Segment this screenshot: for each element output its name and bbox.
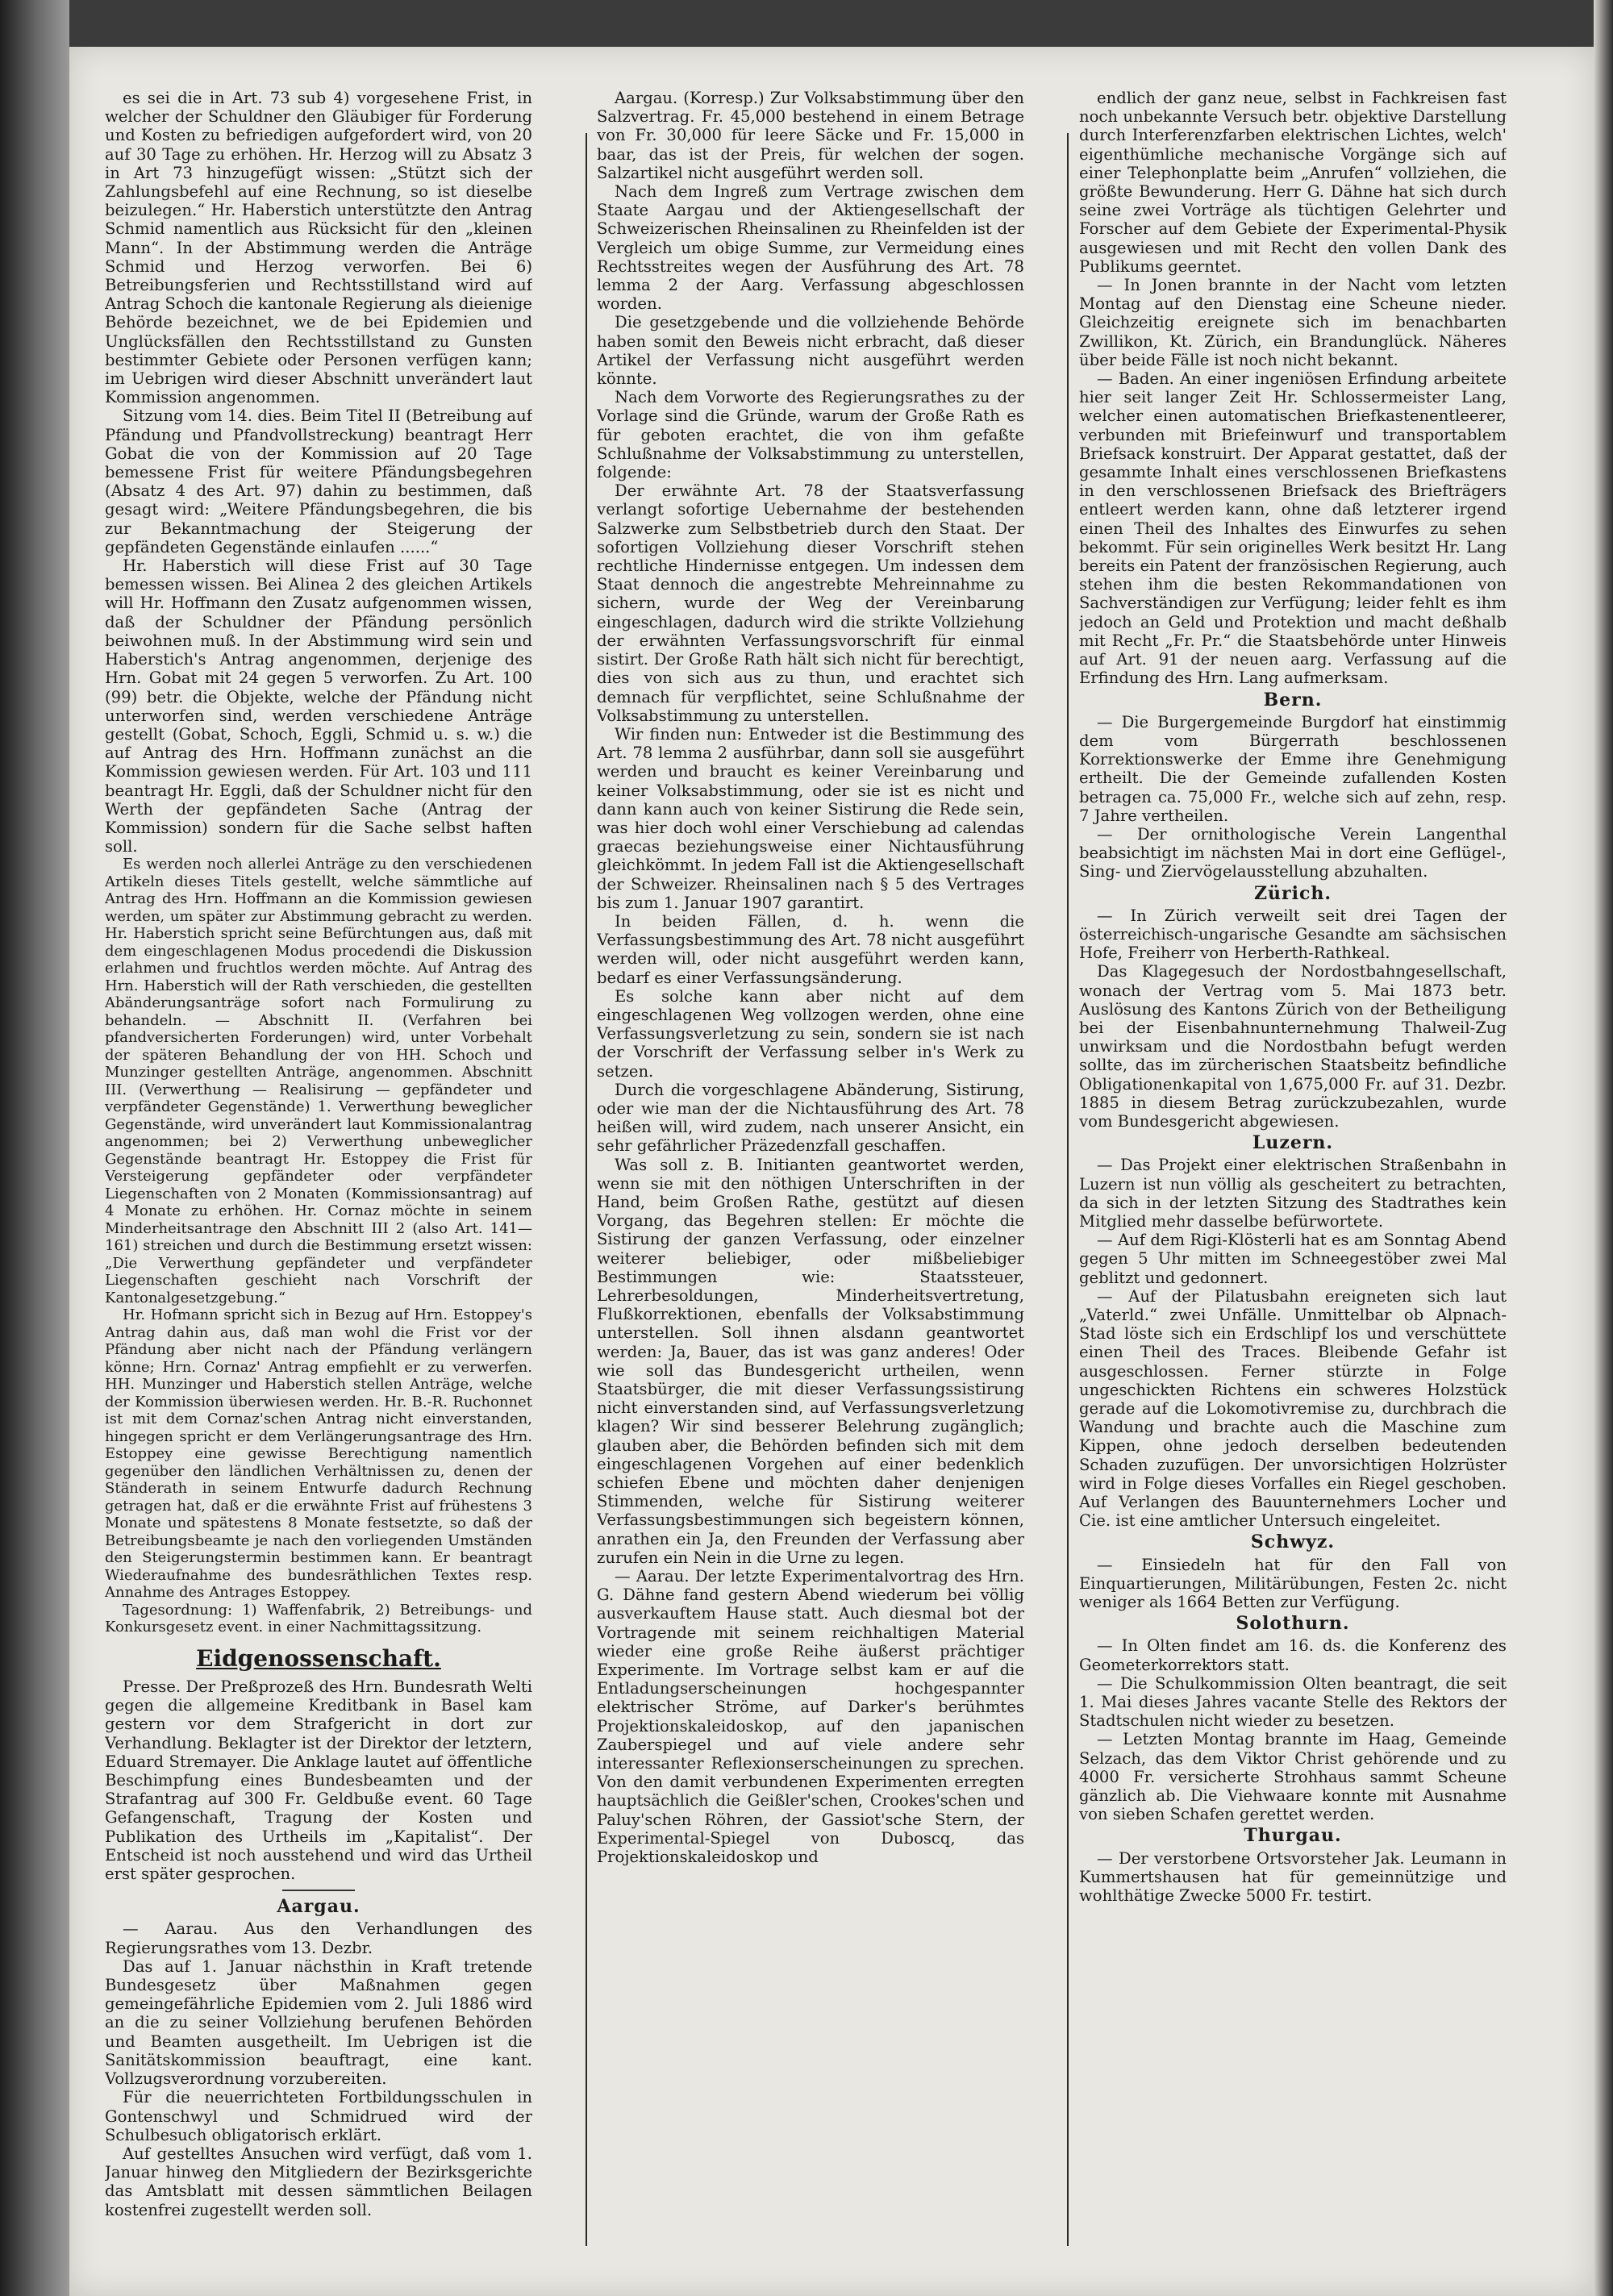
column-rule-1 (586, 133, 587, 2246)
article-paragraph: — Das Projekt einer elektrischen Straßenbahn in Luzern ist nun völlig als gescheitert zu betrachten, da sich in der letzten Sitzung des Stadtrathes kein Mitglied mehr dasselbe befürwortete. (1079, 1156, 1507, 1231)
section-heading-thurgau: Thurgau. (1244, 1825, 1342, 1847)
section-heading-eidgenossenschaft: Eidgenossenschaft. (196, 1644, 441, 1672)
column-3 (1079, 89, 1507, 2234)
column-1 (105, 89, 532, 2234)
article-paragraph: — In Olten findet am 16. ds. die Konferenz des Geometerkorrektors statt. (1079, 1636, 1507, 1674)
article-paragraph: Für die neuerrichteten Fortbildungsschulen in Gontenschwyl und Schmidrued wird der Schulbesuch obligatorisch erklärt. (105, 2088, 532, 2144)
article-paragraph: Es werden noch allerlei Anträge zu den verschiedenen Artikeln dieses Titels gestellt, welche sämmtliche auf Antrag des Hrn. Hoffmann an die Kommission gewiesen werden, um später zur Abstimmung gebracht zu werden. Hr. Haberstich spricht seine Befürchtungen aus, daß mit dem eingeschlagenen Modus procedendi die Diskussion erlahmen und fruchtlos werden möchte. Auf Antrag des Hrn. Haberstich will der Rath verschieden, die gestellten Abänderungsanträge sofort nach Formulirung zu behandeln. — Abschnitt II. (Verfahren bei pfandversicherten Forderungen) wird, unter Vorbehalt der späteren Behandlung der von HH. Schoch und Munzinger gestellten Anträge, angenommen. Abschnitt III. (Verwerthung — Realisirung — gepfändeter und verpfändeter Gegenstände) 1. Verwerthung beweglicher Gegenstände, wird unverändert laut Kommissionalantrag angenommen; bei 2) Verwerthung unbeweglicher Gegenstände beantragt Hr. Estoppey die Frist für Versteigerung gepfändeter oder verpfändeter Liegenschaften von 2 Monaten (Kommissionsantrag) auf 4 Monate zu erhöhen. Hr. Cornaz möchte in seinem Minderheitsantrage den Abschnitt III 2 (also Art. 141—161) streichen und durch die Bestimmung ersetzt wissen: „Die Verwerthung gepfändeter und verpfändeter Liegenschaften geschieht nach Vorschrift der Kantonalgesetzgebung.“ (105, 856, 532, 1306)
article-paragraph: Wir finden nun: Entweder ist die Bestimmung des Art. 78 lemma 2 ausführbar, dann soll sie ausgeführt werden und braucht es keiner Vereinbarung und keiner Volksabstimmung, oder sie ist es nicht und dann kann auch von keiner Sistirung die Rede sein, was hier doch wohl einer Verschiebung ad calendas graecas beziehungsweise einer Nichtausführung gleichkömmt. In jedem Fall ist die Aktiengesellschaft der Schweizer. Rheinsalinen nach § 5 des Vertrages bis zum 1. Januar 1907 garantirt. (597, 724, 1024, 912)
article-paragraph: Das auf 1. Januar nächsthin in Kraft tretende Bundesgesetz über Maßnahmen gegen gemeingefährliche Epidemien vom 2. Juli 1886 wird an die zu seiner Vollziehung berufenen Behörden und Beamten ausgetheilt. Im Uebrigen ist die Sanitätskommission beauftragt, eine kant. Vollzugsverordnung vorzubereiten. (105, 1956, 532, 2089)
article-paragraph: — Der verstorbene Ortsvorsteher Jak. Leumann in Kummertshausen hat für gemeinnützige und wohlthätige Zwecke 5000 Fr. testirt. (1079, 1848, 1507, 1906)
article-paragraph: Die gesetzgebende und die vollziehende Behörde haben somit den Beweis nicht erbracht, daß dieser Artikel der Verfassung nicht ausgeführt werden könnte. (597, 313, 1024, 389)
agenda-paragraph: Tagesordnung: 1) Waffenfabrik, 2) Betreibungs- und Konkursgesetz event. in einer Nachmittagssitzung. (105, 1601, 532, 1636)
article-paragraph: — Baden. An einer ingeniösen Erfindung arbeitete hier seit langer Zeit Hr. Schlossermeister Lang, welcher einen automatischen Briefkastenentleerer, verbunden mit Briefeinwurf und transportablem Briefsack konstruirt. Der Apparat gestattet, daß der gesammte Inhalt eines verschlossenen Briefkastens in den verschlossenen Briefsack des Briefträgers entleert werden kann, ohne daß letzterer irgend einen Theil des Inhaltes des Einwurfes zu sehen bekommt. Für sein originelles Werk besitzt Hr. Lang bereits ein Patent der französischen Regierung, auch stehen ihm die besten Rekommandationen von Sachverständigen zur Verfügung; leider fehlt es ihm jedoch an Geld und Protektion und macht deßhalb mit Recht „Fr. Pr.“ die Staatsbehörde unter Hinweis auf Art. 91 der neuen aarg. Verfassung auf die Erfindung des Hrn. Lang aufmerksam. (1079, 369, 1507, 688)
article-paragraph: — Die Burgergemeinde Burgdorf hat einstimmig dem vom Bürgerrath beschlossenen Korrektionswerke der Emme ihre Genehmigung ertheilt. Die der Gemeinde zufallenden Kosten betragen ca. 75,000 Fr., welche sich auf zehn, resp. 7 Jahre vertheilen. (1079, 712, 1507, 825)
article-paragraph: Hr. Hofmann spricht sich in Bezug auf Hrn. Estoppey's Antrag dahin aus, daß man wohl die Frist vor der Pfändung aber nicht nach der Pfändung verlängern könne; Hrn. Cornaz' Antrag empfiehlt er zu verwerfen. HH. Munzinger und Haberstich stellen Anträge, welche der Kommission überwiesen werden. Hr. B.-R. Ruchonnet ist mit dem Cornaz'schen Antrag nicht einverstanden, hingegen spricht er dem Verlängerungsantrage des Hrn. Estoppey eine gewisse Berechtigung namentlich gegenüber den ländlichen Verhältnissen zu, denen der Ständerath in seinem Entwurfe dadurch Rechnung getragen hat, daß er die erwähnte Frist auf frühestens 3 Monate und spätestens 8 Monate festsetzte, so daß der Betreibungsbeamte je nach den vorliegenden Umständen den Steigerungstermin bestimmen kann. Er beantragt Wiederaufnahme des bundesräthlichen Textes resp. Annahme des Antrages Estoppey. (105, 1306, 532, 1602)
article-paragraph: es sei die in Art. 73 sub 4) vorgesehene Frist, in welcher der Schuldner den Gläubiger für Forderung und Kosten zu befriedigen aufgefordert wird, von 20 auf 30 Tage zu erhöhen. Hr. Herzog will zu Absatz 3 in Art 73 hinzugefügt wissen: „Stützt sich der Zahlungsbefehl auf eine Rechnung, so ist dieselbe beizulegen.“ Hr. Haberstich unterstützte den Antrag Schmid namentlich aus Rücksicht für den „kleinen Mann“. In der Abstimmung werden die Anträge Schmid und Herzog verworfen. Bei 6) Betreibungsferien und Rechtsstillstand wird auf Antrag Schoch die kantonale Regierung als dieienige Behörde bezeichnet, we de bei Epidemien und Unglücksfällen den Rechtsstillstand zu Gunsten bestimmter Gebiete oder Personen verfügen kann; im Uebrigen wird dieser Abschnitt unverändert laut Kommission angenommen. (105, 89, 532, 407)
column-2 (597, 89, 1024, 2234)
article-paragraph: — Der ornithologische Verein Langenthal beabsichtigt im nächsten Mai in dort eine Geflügel-, Sing- und Ziervögelausstellung abzuhalten. (1079, 824, 1507, 881)
article-paragraph: — Auf dem Rigi-Klösterli hat es am Sonntag Abend gegen 5 Uhr mitten im Schneegestöber zwei Mal geblitzt und gedonnert. (1079, 1231, 1507, 1287)
section-heading-schwyz: Schwyz. (1250, 1531, 1336, 1553)
article-paragraph: Hr. Haberstich will diese Frist auf 30 Tage bemessen wissen. Bei Alinea 2 des gleichen Artikels will Hr. Hoffmann den Zusatz aufgenommen wissen, daß der Schuldner der Pfändung persönlich beiwohnen muß. In der Abstimmung wird sein und Haberstich's Antrag angenommen, derjenige des Hrn. Gobat mit 24 gegen 5 verworfen. Zu Art. 100 (99) betr. die Objekte, welche der Pfändung nicht unterworfen sind, werden verschiedene Anträge gestellt (Gobat, Schoch, Eggli, Schmid u. s. w.) die auf Antrag des Hrn. Hoffmann zunächst an die Kommission gewiesen werden. Für Art. 103 und 111 beantragt Hr. Eggli, daß der Schuldner nicht für den Werth der gepfändeten Sache (Antrag der Kommission) sondern für die Sache selbst haften soll. (105, 556, 532, 856)
article-paragraph: Sitzung vom 14. dies. Beim Titel II (Betreibung auf Pfändung und Pfandvollstreckung) beantragt Herr Gobat die von der Kommission auf 20 Tage bemessene Frist für weitere Pfändungsbegehren (Absatz 4 des Art. 97) dahin zu bestimmen, daß gesagt wird: „Weitere Pfändungsbegehren, die bis zur Bekanntmachung der Steigerung der gepfändeten Gegenstände einlaufen ......“ (105, 406, 532, 556)
book-binding-left (0, 0, 69, 2296)
article-paragraph: — In Jonen brannte in der Nacht vom letzten Montag auf den Dienstag eine Scheune nieder. Gleichzeitig ereignete sich im benachbarten Zwillikon, Kt. Zürich, ein Brandunglück. Näheres über beide Fälle ist noch nicht bekannt. (1079, 276, 1507, 369)
section-heading-aargau: Aargau. (277, 1896, 361, 1918)
page-edge-right (1594, 0, 1613, 2296)
article-paragraph: — Letzten Montag brannte im Haag, Gemeinde Selzach, das dem Viktor Christ gehörende und zu 4000 Fr. versicherte Strohhaus sammt Scheune gänzlich ab. Die Viehwaare konnte mit Ausnahme von sieben Schafen gerettet werden. (1079, 1730, 1507, 1824)
article-paragraph: Der erwähnte Art. 78 der Staatsverfassung verlangt sofortige Uebernahme der bestehenden Salzwerke zum Selbstbetrieb durch den Staat. Der sofortigen Vollziehung dieser Vorschrift stehen rechtliche Hindernisse entgegen. Um indessen dem Staat dennoch die angestrebte Mehreinnahme zu sichern, wurde der Weg der Vereinbarung eingeschlagen, dadurch wird die strikte Vollziehung der erwähnten Verfassungsvorschrift für einmal sistirt. Der Große Rath hält sich nicht für berechtigt, dies von sich aus zu thun, und erachtet sich demnach für verpflichtet, seine Schlußnahme der Volksabstimmung zu unterstellen. (597, 481, 1024, 725)
section-heading-zuerich: Zürich. (1253, 882, 1332, 904)
separator (282, 1890, 355, 1891)
article-paragraph: Das Klagegesuch der Nordostbahngesellschaft, wonach der Vertrag vom 5. Mai 1873 betr. Auslösung des Kantons Zürich von der Betheiligung bei der Eisenbahnunternehmung Thalweil-Zug unwirksam und die Nordostbahn befugt werden sollte, das im zürcherischen Staatsbeitz befindliche Obligationenkapital von 1,675,000 Fr. auf 31. Dezbr. 1885 in diesem Betrag zurückzubezahlen, wurde vom Bundesgericht abgewiesen. (1079, 962, 1507, 1131)
article-paragraph: — Einsiedeln hat für den Fall von Einquartierungen, Militärübungen, Festen 2c. nicht weniger als 1664 Betten zur Verfügung. (1079, 1555, 1507, 1612)
article-paragraph: Aargau. (Korresp.) Zur Volksabstimmung über den Salzvertrag. Fr. 45,000 bestehend in einem Betrage von Fr. 30,000 für leere Säcke und Fr. 15,000 in baar, das ist der Preis, für welchen der sogen. Salzartikel nicht ausgeführt werden soll. (597, 89, 1024, 182)
article-paragraph: Durch die vorgeschlagene Abänderung, Sistirung, oder wie man der die Nichtausführung des Art. 78 heißen will, wird zudem, nach unserer Ansicht, ein sehr gefährlicher Präzedenzfall geschaffen. (597, 1080, 1024, 1156)
article-paragraph: Auf gestelltes Ansuchen wird verfügt, daß vom 1. Januar hinweg den Mitgliedern der Bezirksgerichte das Amtsblatt mit dessen sämmtlichen Beilagen kostenfrei zugestellt werden soll. (105, 2144, 532, 2219)
article-paragraph: Es solche kann aber nicht auf dem eingeschlagenen Weg vollzogen werden, ohne eine Verfassungsverletzung zu sein, sondern sie ist nach der Vorschrift der Verfassung selber in's Werk zu setzen. (597, 986, 1024, 1081)
article-paragraph: Nach dem Ingreß zum Vertrage zwischen dem Staate Aargau und der Aktiengesellschaft der Schweizerischen Rheinsalinen zu Rheinfelden ist der Vergleich um obige Summe, zur Vermeidung eines Rechtsstreites wegen der Ausführung des Art. 78 lemma 2 der Aarg. Verfassung abgeschlossen worden. (597, 182, 1024, 314)
section-heading-solothurn: Solothurn. (1236, 1613, 1350, 1635)
article-paragraph: — Die Schulkommission Olten beantragt, die seit 1. Mai dieses Jahres vacante Stelle des Rektors der Stadtschulen nicht wieder zu besetzen. (1079, 1673, 1507, 1731)
column-rule-2 (1067, 133, 1069, 2246)
section-heading-bern: Bern. (1263, 689, 1323, 710)
article-paragraph: Presse. Der Preßprozeß des Hrn. Bundesrath Welti gegen die allgemeine Kreditbank in Basel kam gestern vor dem Strafgericht in dort zur Verhandlung. Beklagter ist der Direktor der letztern, Eduard Stremayer. Die Anklage lautet auf öffentliche Beschimpfung eines Bundesbeamten und der Strafantrag auf 300 Fr. Geldbuße event. 60 Tage Gefangenschaft, Tragung der Kosten und Publikation des Urtheils im „Kapitalist“. Der Entscheid ist noch ausstehend und wird das Urtheil erst später gesprochen. (105, 1677, 532, 1884)
section-heading-luzern: Luzern. (1252, 1132, 1334, 1154)
article-paragraph: Was soll z. B. Initianten geantwortet werden, wenn sie mit den nöthigen Unterschriften in der Hand, beim Großen Rathe, gestützt auf diesen Vorgang, das Begehren stellen: Er möchte die Sistirung der ganzen Verfassung, oder einzelner weiterer beliebiger, oder mißbeliebiger Bestimmungen wie: Staatssteuer, Lehrerbesoldungen, Minderheitsvertretung, Flußkorrektionen, ebenfalls der Volksabstimmung unterstellen. Soll ihnen alsdann geantwortet werden: Ja, Bauer, das ist was ganz anderes! Oder wie soll das Bundesgericht urtheilen, wenn Staatsbürger, die mit dieser Verfassungssistirung nicht einverstanden sind, auf Verfassungsverletzung klagen? Wir sind besserer Belehrung zugänglich; glauben aber, die Behörden befinden sich mit dem eingeschlagenen Vorgehen auf einer bedenklich schiefen Ebene und möchten daher denjenigen Stimmenden, welche für Sistirung weiterer Verfassungsbestimmungen sich begeistern können, anrathen ein Ja, den Freunden der Verfassung aber zurufen ein Nein in die Urne zu legen. (597, 1155, 1024, 1567)
article-paragraph: In beiden Fällen, d. h. wenn die Verfassungsbestimmung des Art. 78 nicht ausgeführt werden will, oder nicht ausgeführt werden kann, bedarf es einer Verfassungsänderung. (597, 911, 1024, 987)
article-paragraph: Nach dem Vorworte des Regierungsrathes zu der Vorlage sind die Gründe, warum der Große Rath es für geboten erachtet, die von ihm gefaßte Schlußnahme der Volksabstimmung zu unterstellen, folgende: (597, 388, 1024, 482)
article-paragraph: — Aarau. Der letzte Experimentalvortrag des Hrn. G. Dähne fand gestern Abend wiederum bei völlig ausverkauftem Hause statt. Auch diesmal bot der Vortragende mit seinem reichhaltigen Material wieder eine große Reihe äußerst prächtiger Experimente. Im Vortrage selbst kam er auf die Entladungserscheinungen hochgespannter elektrischer Ströme, auf Darker's berühmtes Projektionskaleidoskop, auf den japanischen Zauberspiegel und auf viele andere sehr interessanter Reflexionserscheinungen zu sprechen. Von den damit verbundenen Experimenten erregten hauptsächlich die Geißler'schen, Crookes'schen und Paluy'schen Röhren, der Gassiot'sche Stern, der Experimental-Spiegel von Duboscq, das Projektionskaleidoskop und (597, 1567, 1024, 1867)
article-paragraph: — In Zürich verweilt seit drei Tagen der österreichisch-ungarische Gesandte am sächsischen Hofe, Freiherr von Herberth-Rathkeal. (1079, 906, 1507, 963)
article-paragraph: endlich der ganz neue, selbst in Fachkreisen fast noch unbekannte Versuch betr. objektive Darstellung durch Interferenzfarben elektrischen Lichtes, welch' eigenthümliche mechanische Vorgänge sich auf einer Telephonplatte beim „Anrufen“ vollziehen, die größte Bewunderung. Herr G. Dähne hat sich durch seine zwei Vorträge als tüchtigen Gelehrter und Forscher auf dem Gebiete der Experimental-Physik ausgewiesen und mit Recht den vollen Dank des Publikums geerntet. (1079, 89, 1507, 276)
article-paragraph: — Auf der Pilatusbahn ereigneten sich laut „Vaterld.“ zwei Unfälle. Unmittelbar ob Alpnach-Stad löste sich ein Erdschlipf los und verschüttete einen Theil des Traces. Bleibende Gefahr ist ausgeschlossen. Ferner stürzte in Folge ungeschickten Richtens ein schweres Holzstück gerade auf die Lokomotivremise zu, durchbrach die Wandung und brachte auch die Maschine zum Kippen, ohne jedoch derselben bedeutenden Schaden zuzufügen. Der unvorsichtigen Holzrüster wird in Folge dieses Vorfalles ein Riegel geschoben. Auf Verlangen des Bauunternehmers Locher und Cie. ist eine amtlicher Untersuch eingeleitet. (1079, 1286, 1507, 1531)
article-paragraph: — Aarau. Aus den Verhandlungen des Regierungsrathes vom 13. Dezbr. (105, 1919, 532, 1957)
